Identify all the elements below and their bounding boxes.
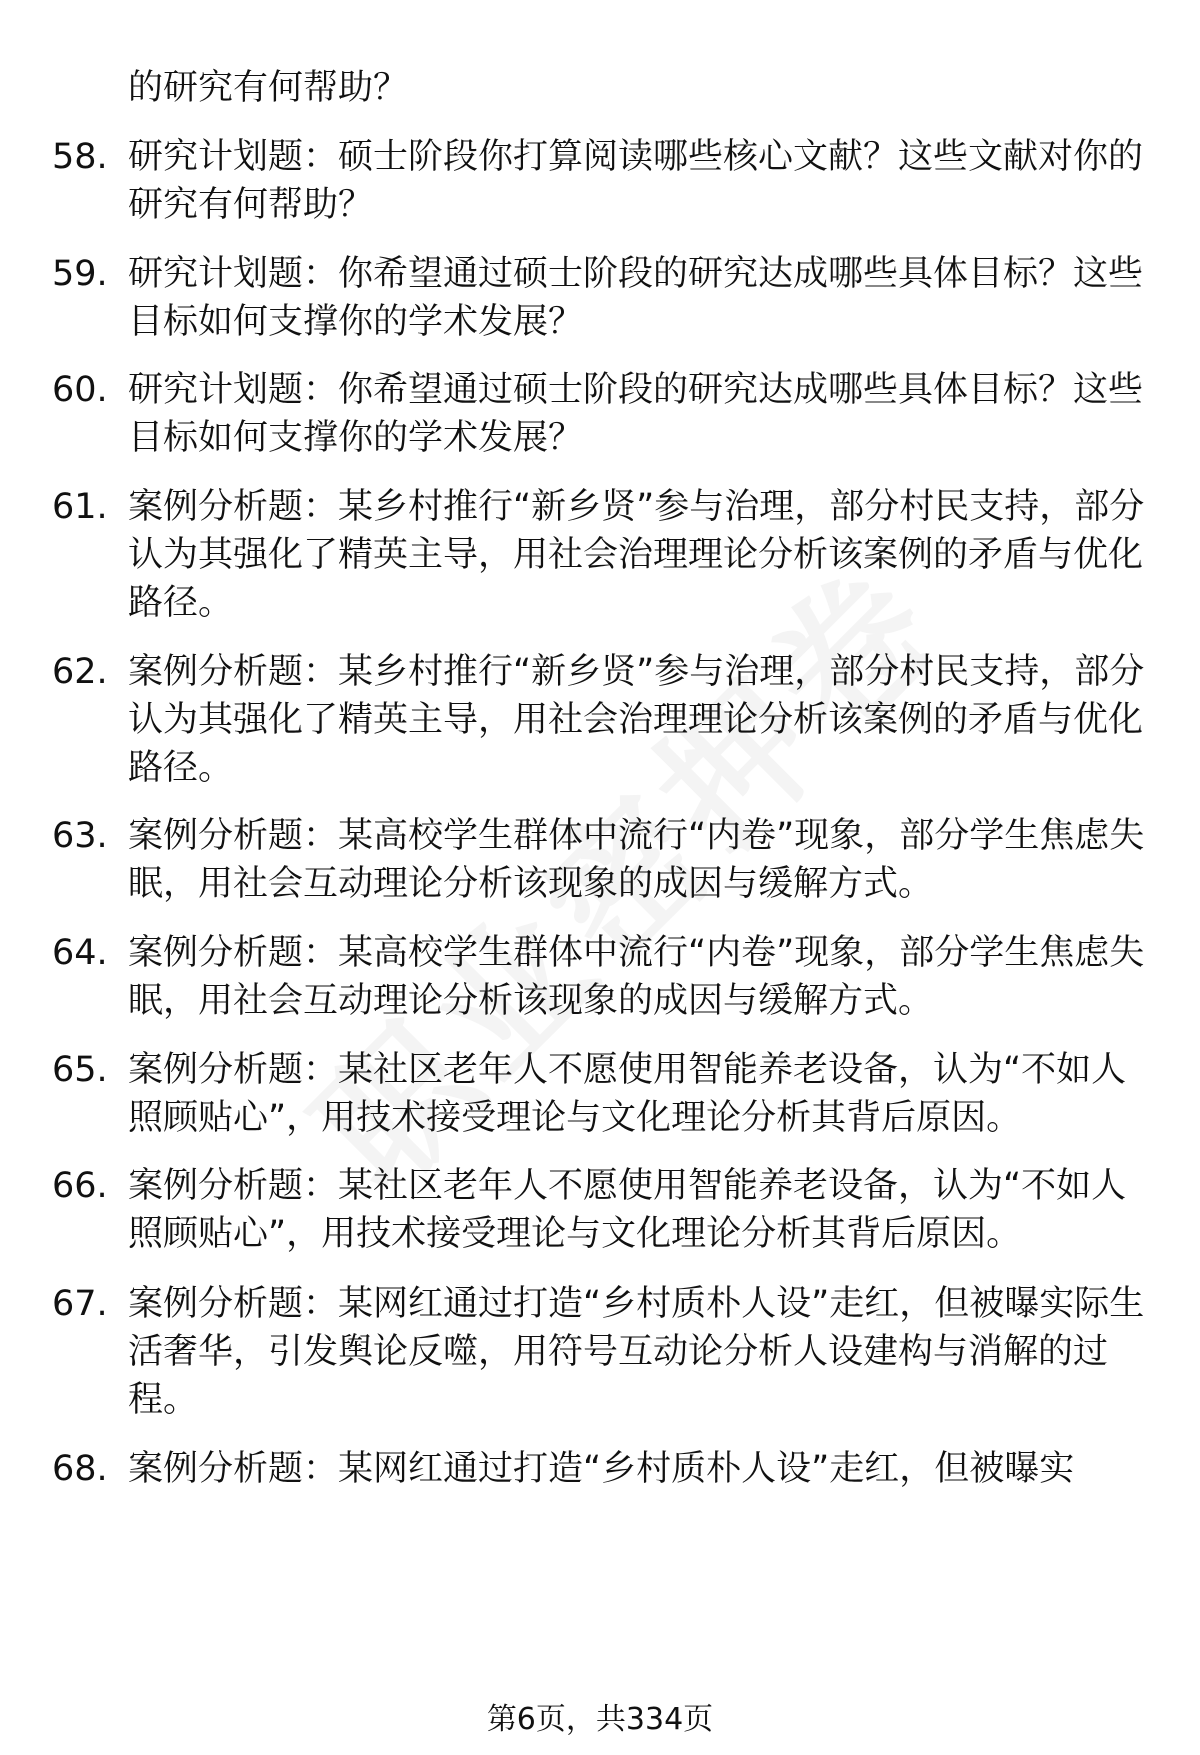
question-number: 63. xyxy=(52,816,108,856)
question-text: 研究计划题：硕士阶段你打算阅读哪些核心文献？这些文献对你的研究有何帮助？ xyxy=(128,137,1144,225)
question-68 xyxy=(52,1445,1162,1493)
question-text: 案例分析题：某社区老年人不愿使用智能养老设备，认为“不如人照顾贴心”，用技术接受理论与文化理论分析其背后原因。 xyxy=(128,1166,1127,1254)
question-number: 64. xyxy=(52,933,108,973)
question-text: 研究计划题：你希望通过硕士阶段的研究达成哪些具体目标？这些目标如何支撑你的学术发展？ xyxy=(128,370,1144,458)
question-66 xyxy=(52,1162,1162,1258)
question-58 xyxy=(52,133,1162,229)
question-text: 案例分析题：某高校学生群体中流行“内卷”现象，部分学生焦虑失眠，用社会互动理论分析该现象的成因与缓解方式。 xyxy=(128,816,1145,904)
question-59 xyxy=(52,250,1162,346)
question-62 xyxy=(52,648,1162,792)
question-text: 案例分析题：某高校学生群体中流行“内卷”现象，部分学生焦虑失眠，用社会互动理论分析该现象的成因与缓解方式。 xyxy=(128,933,1145,1021)
question-number: 68. xyxy=(52,1449,108,1489)
question-number: 59. xyxy=(52,254,108,294)
question-text: 案例分析题：某网红通过打造“乡村质朴人设”走红，但被曝实际生活奢华，引发舆论反噬，用符号互动论分析人设建构与消解的过程。 xyxy=(128,1284,1145,1420)
question-text: 案例分析题：某乡村推行“新乡贤”参与治理，部分村民支持，部分认为其强化了精英主导，用社会治理理论分析该案例的矛盾与优化路径。 xyxy=(128,652,1145,788)
question-number: 61. xyxy=(52,487,108,527)
question-63 xyxy=(52,812,1162,908)
continuation-text: 的研究有何帮助？ xyxy=(128,68,409,108)
question-61 xyxy=(52,483,1162,627)
question-number: 60. xyxy=(52,370,108,410)
page-footer: 第6页，共334页 xyxy=(486,1702,714,1737)
question-text: 案例分析题：某乡村推行“新乡贤”参与治理，部分村民支持，部分认为其强化了精英主导，用社会治理理论分析该案例的矛盾与优化路径。 xyxy=(128,487,1145,623)
question-number: 67. xyxy=(52,1284,108,1324)
question-number: 66. xyxy=(52,1166,108,1206)
question-64 xyxy=(52,929,1162,1025)
question-67 xyxy=(52,1280,1162,1424)
question-text: 案例分析题：某网红通过打造“乡村质朴人设”走红，但被曝实 xyxy=(128,1449,1075,1489)
question-number: 58. xyxy=(52,137,108,177)
question-65 xyxy=(52,1046,1162,1142)
question-number: 65. xyxy=(52,1050,108,1090)
question-number: 62. xyxy=(52,652,108,692)
question-60 xyxy=(52,366,1162,462)
question-text: 研究计划题：你希望通过硕士阶段的研究达成哪些具体目标？这些目标如何支撑你的学术发展？ xyxy=(128,254,1144,342)
question-text: 案例分析题：某社区老年人不愿使用智能养老设备，认为“不如人照顾贴心”，用技术接受理论与文化理论分析其背后原因。 xyxy=(128,1050,1127,1138)
